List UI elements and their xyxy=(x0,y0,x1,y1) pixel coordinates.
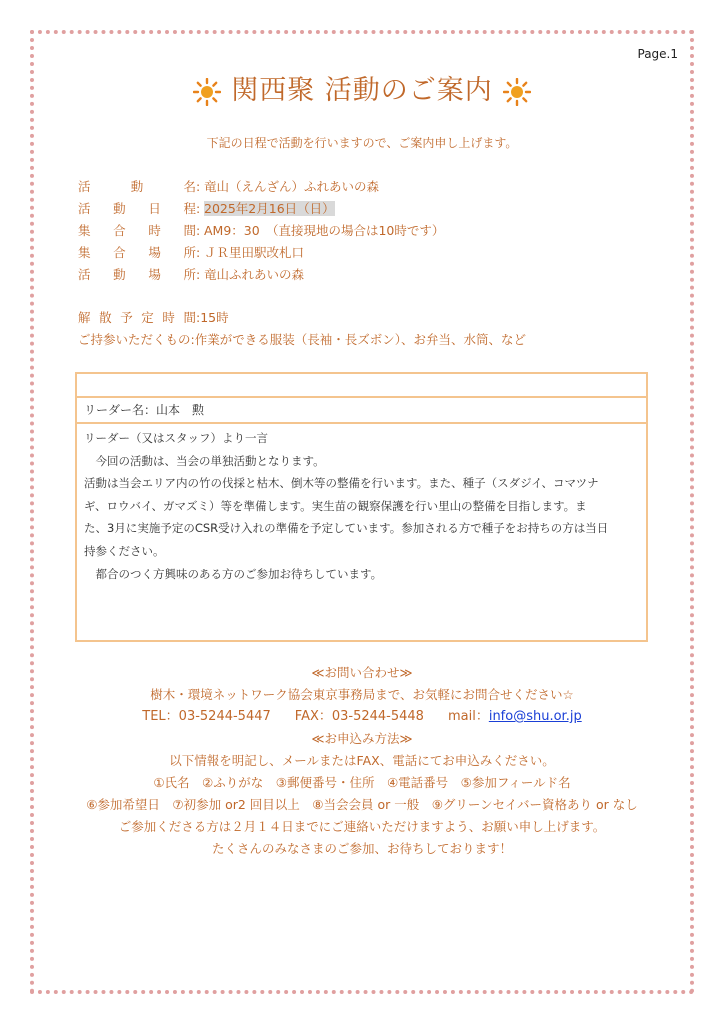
message-line: た、3月に実施予定のCSR受け入れの準備を予定しています。参加される方で種子をお持ちの方は当日 xyxy=(84,521,609,536)
detail-value: 2025年2月16日（日） xyxy=(204,201,335,216)
contact-heading: ≪お問い合わせ≫ xyxy=(311,665,413,680)
message-line: 都合のつく方興味のある方のご参加お待ちしています。 xyxy=(84,566,383,581)
bring-value: 作業ができる服装（長袖・長ズボン）、お弁当、水筒、など xyxy=(194,332,526,347)
detail-row-meeting-place: 集合場所: ＪＲ里田駅改札口 xyxy=(78,242,444,264)
page-number: Page.1 xyxy=(637,47,678,61)
detail-label: 活動日程 xyxy=(78,201,196,216)
message-line: 今回の活動は、当会の単独活動となります。 xyxy=(84,453,325,468)
detail-label: 集合場所 xyxy=(78,245,196,260)
apply-intro: 以下情報を明記し、メールまたはFAX、電話にてお申込みください。 xyxy=(169,753,555,768)
sun-icon xyxy=(193,78,221,106)
message-title: リーダー（又はスタッフ）より一言 xyxy=(84,431,268,445)
mail-link[interactable]: info@shu.or.jp xyxy=(488,709,582,724)
tel: TEL：03-5244-5447 xyxy=(142,709,271,724)
closing: たくさんのみなさまのご参加、お待ちしております！ xyxy=(211,841,512,856)
detail-value: AM9：30 （直接現地の場合は10時です） xyxy=(204,223,445,238)
leader-message xyxy=(77,424,646,588)
contact-section xyxy=(0,662,724,860)
dismissal-value: 15時 xyxy=(200,310,229,325)
deadline: ご参加くださる方は２月１４日までにご連絡いただけますよう、お願い申し上げます。 xyxy=(118,819,606,834)
contact-office: 樹木・環境ネットワーク協会東京事務局まで、お気軽にお問合せください☆ xyxy=(150,687,574,702)
message-line: 活動は当会エリア内の竹の伐採と枯木、倒木等の整備を行います。また、種子（スダジイ、コマツナ xyxy=(84,476,599,491)
sun-icon xyxy=(503,78,531,106)
detail-label: 活動名 xyxy=(78,179,196,194)
extra-details xyxy=(78,307,526,351)
title-text: 関西聚 活動のご案内 xyxy=(231,75,493,106)
detail-value: 竜山ふれあいの森 xyxy=(204,267,305,282)
detail-row-meeting-time: 集合時間: AM9：30 （直接現地の場合は10時です） xyxy=(78,220,444,242)
dismissal-row: 解散予定時間:15時 xyxy=(78,307,526,329)
leader-name: リーダー名：山本 勲 xyxy=(77,398,646,424)
detail-row-activity-name: 活動名: 竜山（えんざん）ふれあいの森 xyxy=(78,176,444,198)
mail-label: mail： xyxy=(447,709,489,724)
detail-label: 集合時間 xyxy=(78,223,196,238)
detail-label: 活動場所 xyxy=(78,267,196,282)
contact-numbers xyxy=(0,706,724,728)
apply-items-1: ①氏名 ②ふりがな ③郵便番号・住所 ④電話番号 ⑤参加フィールド名 xyxy=(153,775,571,790)
detail-row-date: 活動日程: 2025年2月16日（日） xyxy=(78,198,444,220)
page-title xyxy=(0,68,724,107)
apply-items-2: ⑥参加希望日 ⑦初参加 or2 回目以上 ⑧当会会員 or 一般 ⑨グリーンセイバー資格あり or なし xyxy=(86,797,638,812)
bring-label: ご持参いただくもの xyxy=(78,332,191,347)
leader-message-box xyxy=(75,372,648,642)
empty-row xyxy=(77,374,646,398)
bring-row: ご持参いただくもの:作業ができる服装（長袖・長ズボン）、お弁当、水筒、など xyxy=(78,332,526,347)
detail-row-activity-place: 活動場所: 竜山ふれあいの森 xyxy=(78,264,444,286)
dismissal-label: 解散予定時間 xyxy=(78,310,196,325)
apply-heading: ≪お申込み方法≫ xyxy=(311,731,413,746)
message-line: 持参ください。 xyxy=(84,543,165,558)
message-line: ギ、ロウバイ、ガマズミ）等を準備します。実生苗の観察保護を行い里山の整備を目指します。ま xyxy=(84,498,587,513)
detail-value: 竜山（えんざん）ふれあいの森 xyxy=(204,179,380,194)
activity-details xyxy=(78,176,444,286)
detail-value: ＪＲ里田駅改札口 xyxy=(204,245,305,260)
fax: FAX：03-5244-5448 xyxy=(294,709,424,724)
intro-text: 下記の日程で活動を行いますので、ご案内申し上げます。 xyxy=(206,136,518,150)
